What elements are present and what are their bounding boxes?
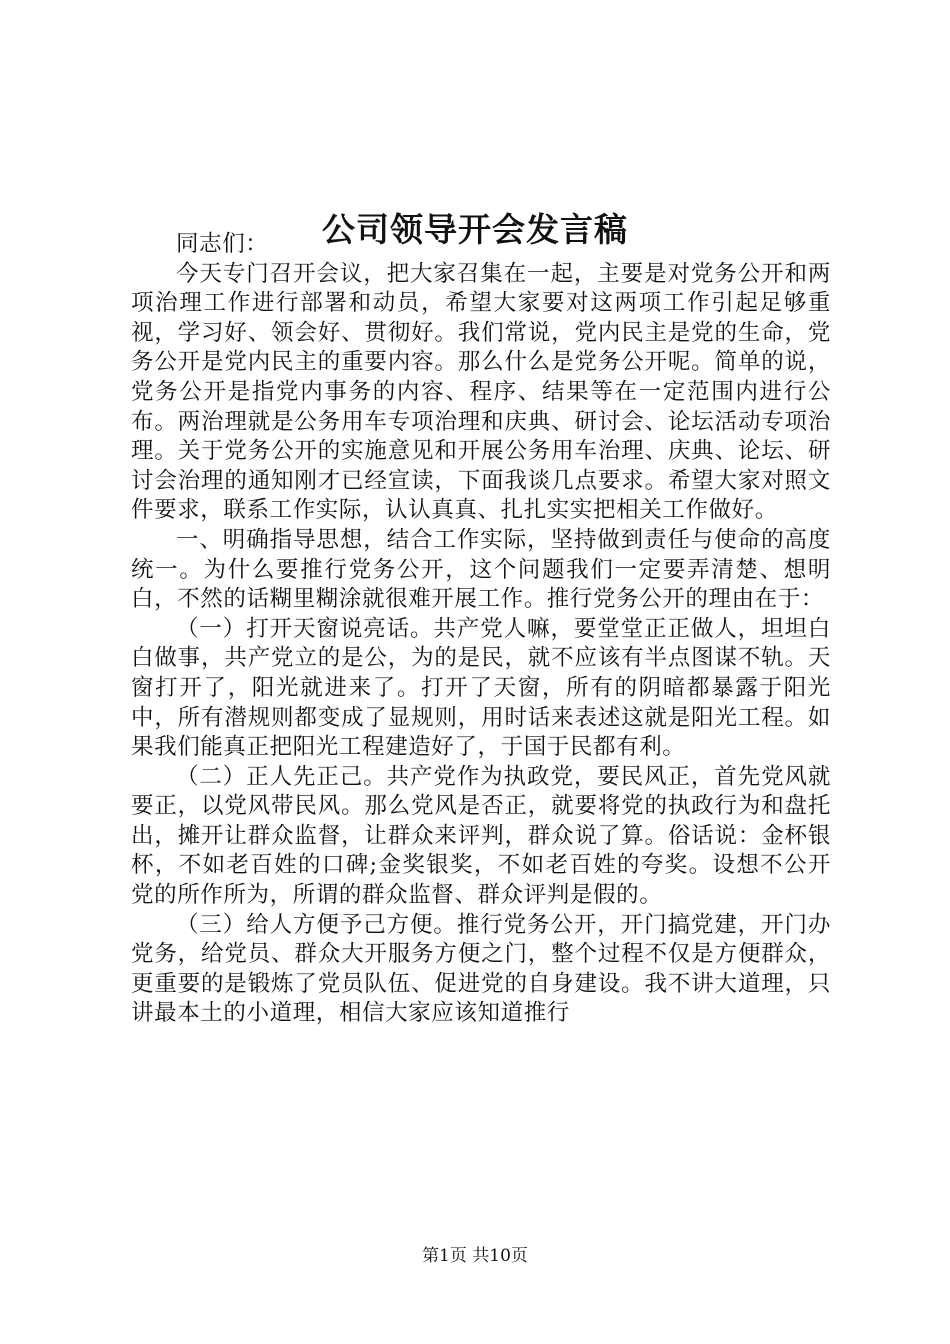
document-body xyxy=(131,230,831,1029)
page-number-footer: 第1页 共10页 xyxy=(422,1246,528,1266)
point-one-paragraph: （一）打开天窗说亮话。共产党人嘛，要堂堂正正做人，坦坦白白做事，共产党立的是公，为的是民，就不应该有半点图谋不轨。天窗打开了，阳光就进来了。打开了天窗，所有的阴暗都暴露于阳光中，所有潜规则都变成了显规则，用时话来表述这就是阳光工程。如果我们能真正把阳光工程建造好了，于国于民都有利。 xyxy=(131,615,831,761)
section-one-paragraph: 一、明确指导思想，结合工作实际，坚持做到责任与使命的高度统一。为什么要推行党务公开，这个问题我们一定要弄清楚、想明白，不然的话糊里糊涂就很难开展工作。推行党务公开的理由在于： xyxy=(131,526,831,613)
greeting-paragraph: 同志们： xyxy=(176,231,269,257)
point-three-paragraph: （三）给人方便予己方便。推行党务公开，开门搞党建，开门办党务，给党员、群众大开服务方便之门，整个过程不仅是方便群众，更重要的是锻炼了党员队伍、促进党的自身建设。我不讲大道理，只讲最本土的小道理，相信大家应该知道推行 xyxy=(131,911,831,1027)
intro-paragraph: 今天专门召开会议，把大家召集在一起，主要是对党务公开和两项治理工作进行部署和动员，希望大家要对这两项工作引起足够重视，学习好、领会好、贯彻好。我们常说，党内民主是党的生命，党务公开是党内民主的重要内容。那么什么是党务公开呢。简单的说，党务公开是指党内事务的内容、程序、结果等在一定范围内进行公布。两治理就是公务用车专项治理和庆典、研讨会、论坛活动专项治理。关于党务公开的实施意见和开展公务用车治理、庆典、论坛、研讨会治理的通知刚才已经宣读，下面我谈几点要求。希望大家对照文件要求，联系工作实际，认认真真、扎扎实实把相关工作做好。 xyxy=(131,260,831,524)
point-two-paragraph: （二）正人先正己。共产党作为执政党，要民风正，首先党风就要正，以党风带民风。那么党风是否正，就要将党的执政行为和盘托出，摊开让群众监督，让群众来评判，群众说了算。俗话说：金杯银杯，不如老百姓的口碑;金奖银奖，不如老百姓的夸奖。设想不公开党的所作所为，所谓的群众监督、群众评判是假的。 xyxy=(131,763,831,909)
document-title: 公司领导开会发言稿 xyxy=(322,210,628,250)
